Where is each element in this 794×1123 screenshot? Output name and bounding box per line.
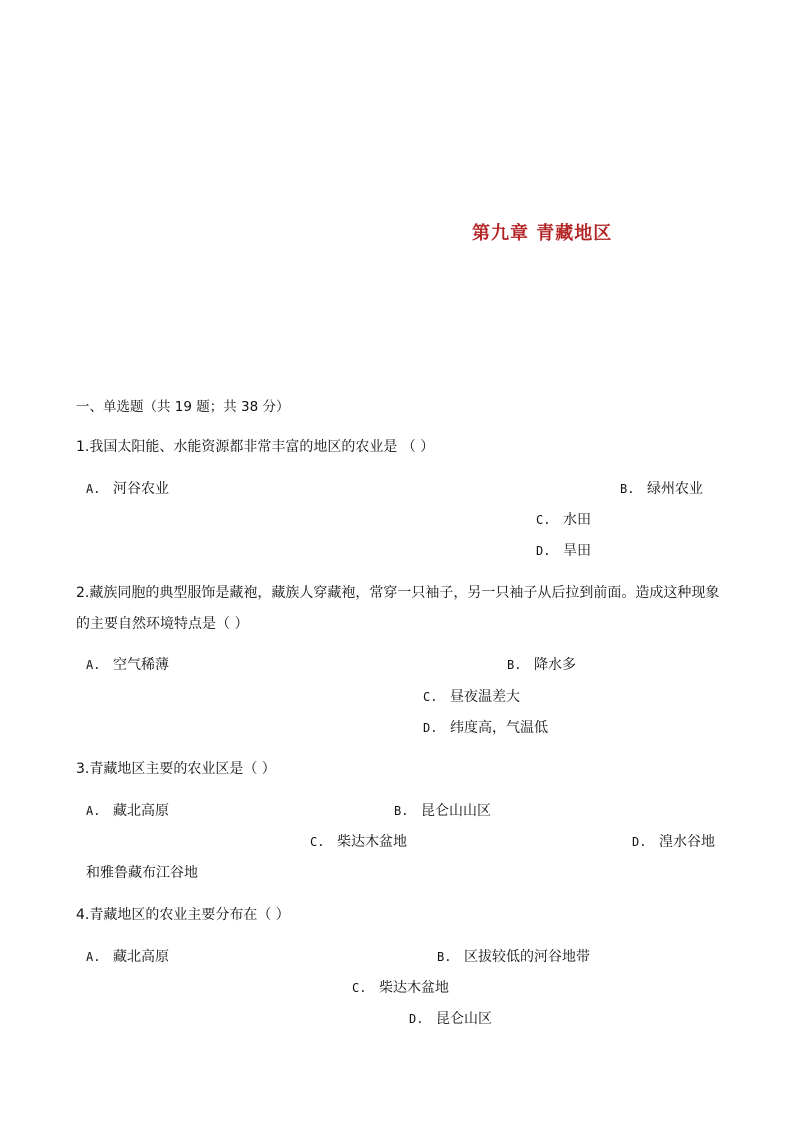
question-4-option-a[interactable] bbox=[86, 946, 169, 966]
option-letter: B. bbox=[507, 658, 522, 672]
question-3-stem: 3.青藏地区主要的农业区是（ ） bbox=[76, 761, 276, 777]
option-letter: B. bbox=[394, 804, 409, 818]
option-text: 区拔较低的河谷地带 bbox=[464, 949, 590, 965]
option-letter: C. bbox=[536, 513, 551, 527]
question-2-option-b[interactable] bbox=[507, 654, 576, 674]
option-letter: D. bbox=[536, 544, 551, 558]
question-3-option-a[interactable] bbox=[86, 800, 169, 820]
option-text: 旱田 bbox=[563, 543, 591, 559]
option-text: 昆仑山区 bbox=[436, 1011, 492, 1027]
option-letter: C. bbox=[423, 690, 438, 704]
option-letter: D. bbox=[409, 1012, 424, 1026]
question-4-option-c[interactable] bbox=[352, 977, 449, 997]
option-text: 水田 bbox=[563, 512, 591, 528]
question-1-option-b[interactable] bbox=[620, 478, 703, 498]
question-4-option-b[interactable] bbox=[437, 946, 590, 966]
page-title: 第九章 青藏地区 bbox=[472, 223, 613, 244]
question-1-option-a[interactable] bbox=[86, 478, 169, 498]
question-4-option-d[interactable] bbox=[409, 1008, 492, 1028]
option-text: 空气稀薄 bbox=[113, 657, 169, 673]
question-2-option-a[interactable] bbox=[86, 654, 169, 674]
option-text: 纬度高，气温低 bbox=[450, 720, 548, 736]
option-letter: A. bbox=[86, 658, 101, 672]
option-letter: B. bbox=[437, 950, 452, 964]
question-2-option-d[interactable] bbox=[423, 717, 548, 737]
question-3-option-d[interactable] bbox=[632, 831, 715, 851]
option-text: 藏北高原 bbox=[113, 803, 169, 819]
option-letter: A. bbox=[86, 950, 101, 964]
question-1-option-d[interactable] bbox=[536, 540, 591, 560]
option-text: 柴达木盆地 bbox=[379, 980, 449, 996]
section-heading: 一、单选题（共 19 题；共 38 分） bbox=[76, 399, 290, 415]
question-3-option-d-continuation: 和雅鲁藏布江谷地 bbox=[86, 865, 198, 881]
option-letter: D. bbox=[423, 721, 438, 735]
option-letter: C. bbox=[310, 835, 325, 849]
question-2-option-c[interactable] bbox=[423, 686, 520, 706]
option-letter: A. bbox=[86, 482, 101, 496]
option-letter: C. bbox=[352, 981, 367, 995]
option-letter: A. bbox=[86, 804, 101, 818]
question-1-stem: 1.我国太阳能、水能资源都非常丰富的地区的农业是 （ ） bbox=[76, 439, 435, 455]
option-text: 降水多 bbox=[534, 657, 576, 673]
option-text: 绿州农业 bbox=[647, 481, 703, 497]
question-2-stem-line-1: 2.藏族同胞的典型服饰是藏袍，藏族人穿藏袍，常穿一只袖子，另一只袖子从后拉到前面。造成这种现象 bbox=[76, 585, 720, 601]
option-text: 藏北高原 bbox=[113, 949, 169, 965]
question-1-option-c[interactable] bbox=[536, 509, 591, 529]
option-text: 昼夜温差大 bbox=[450, 689, 520, 705]
question-3-option-b[interactable] bbox=[394, 800, 491, 820]
option-text: 河谷农业 bbox=[113, 481, 169, 497]
question-3-option-c[interactable] bbox=[310, 831, 407, 851]
option-text: 湟水谷地 bbox=[659, 834, 715, 850]
question-4-stem: 4.青藏地区的农业主要分布在（ ） bbox=[76, 907, 290, 923]
question-2-stem-line-2: 的主要自然环境特点是（ ） bbox=[76, 616, 249, 632]
option-letter: B. bbox=[620, 482, 635, 496]
option-letter: D. bbox=[632, 835, 647, 849]
option-text: 昆仑山山区 bbox=[421, 803, 491, 819]
option-text: 柴达木盆地 bbox=[337, 834, 407, 850]
